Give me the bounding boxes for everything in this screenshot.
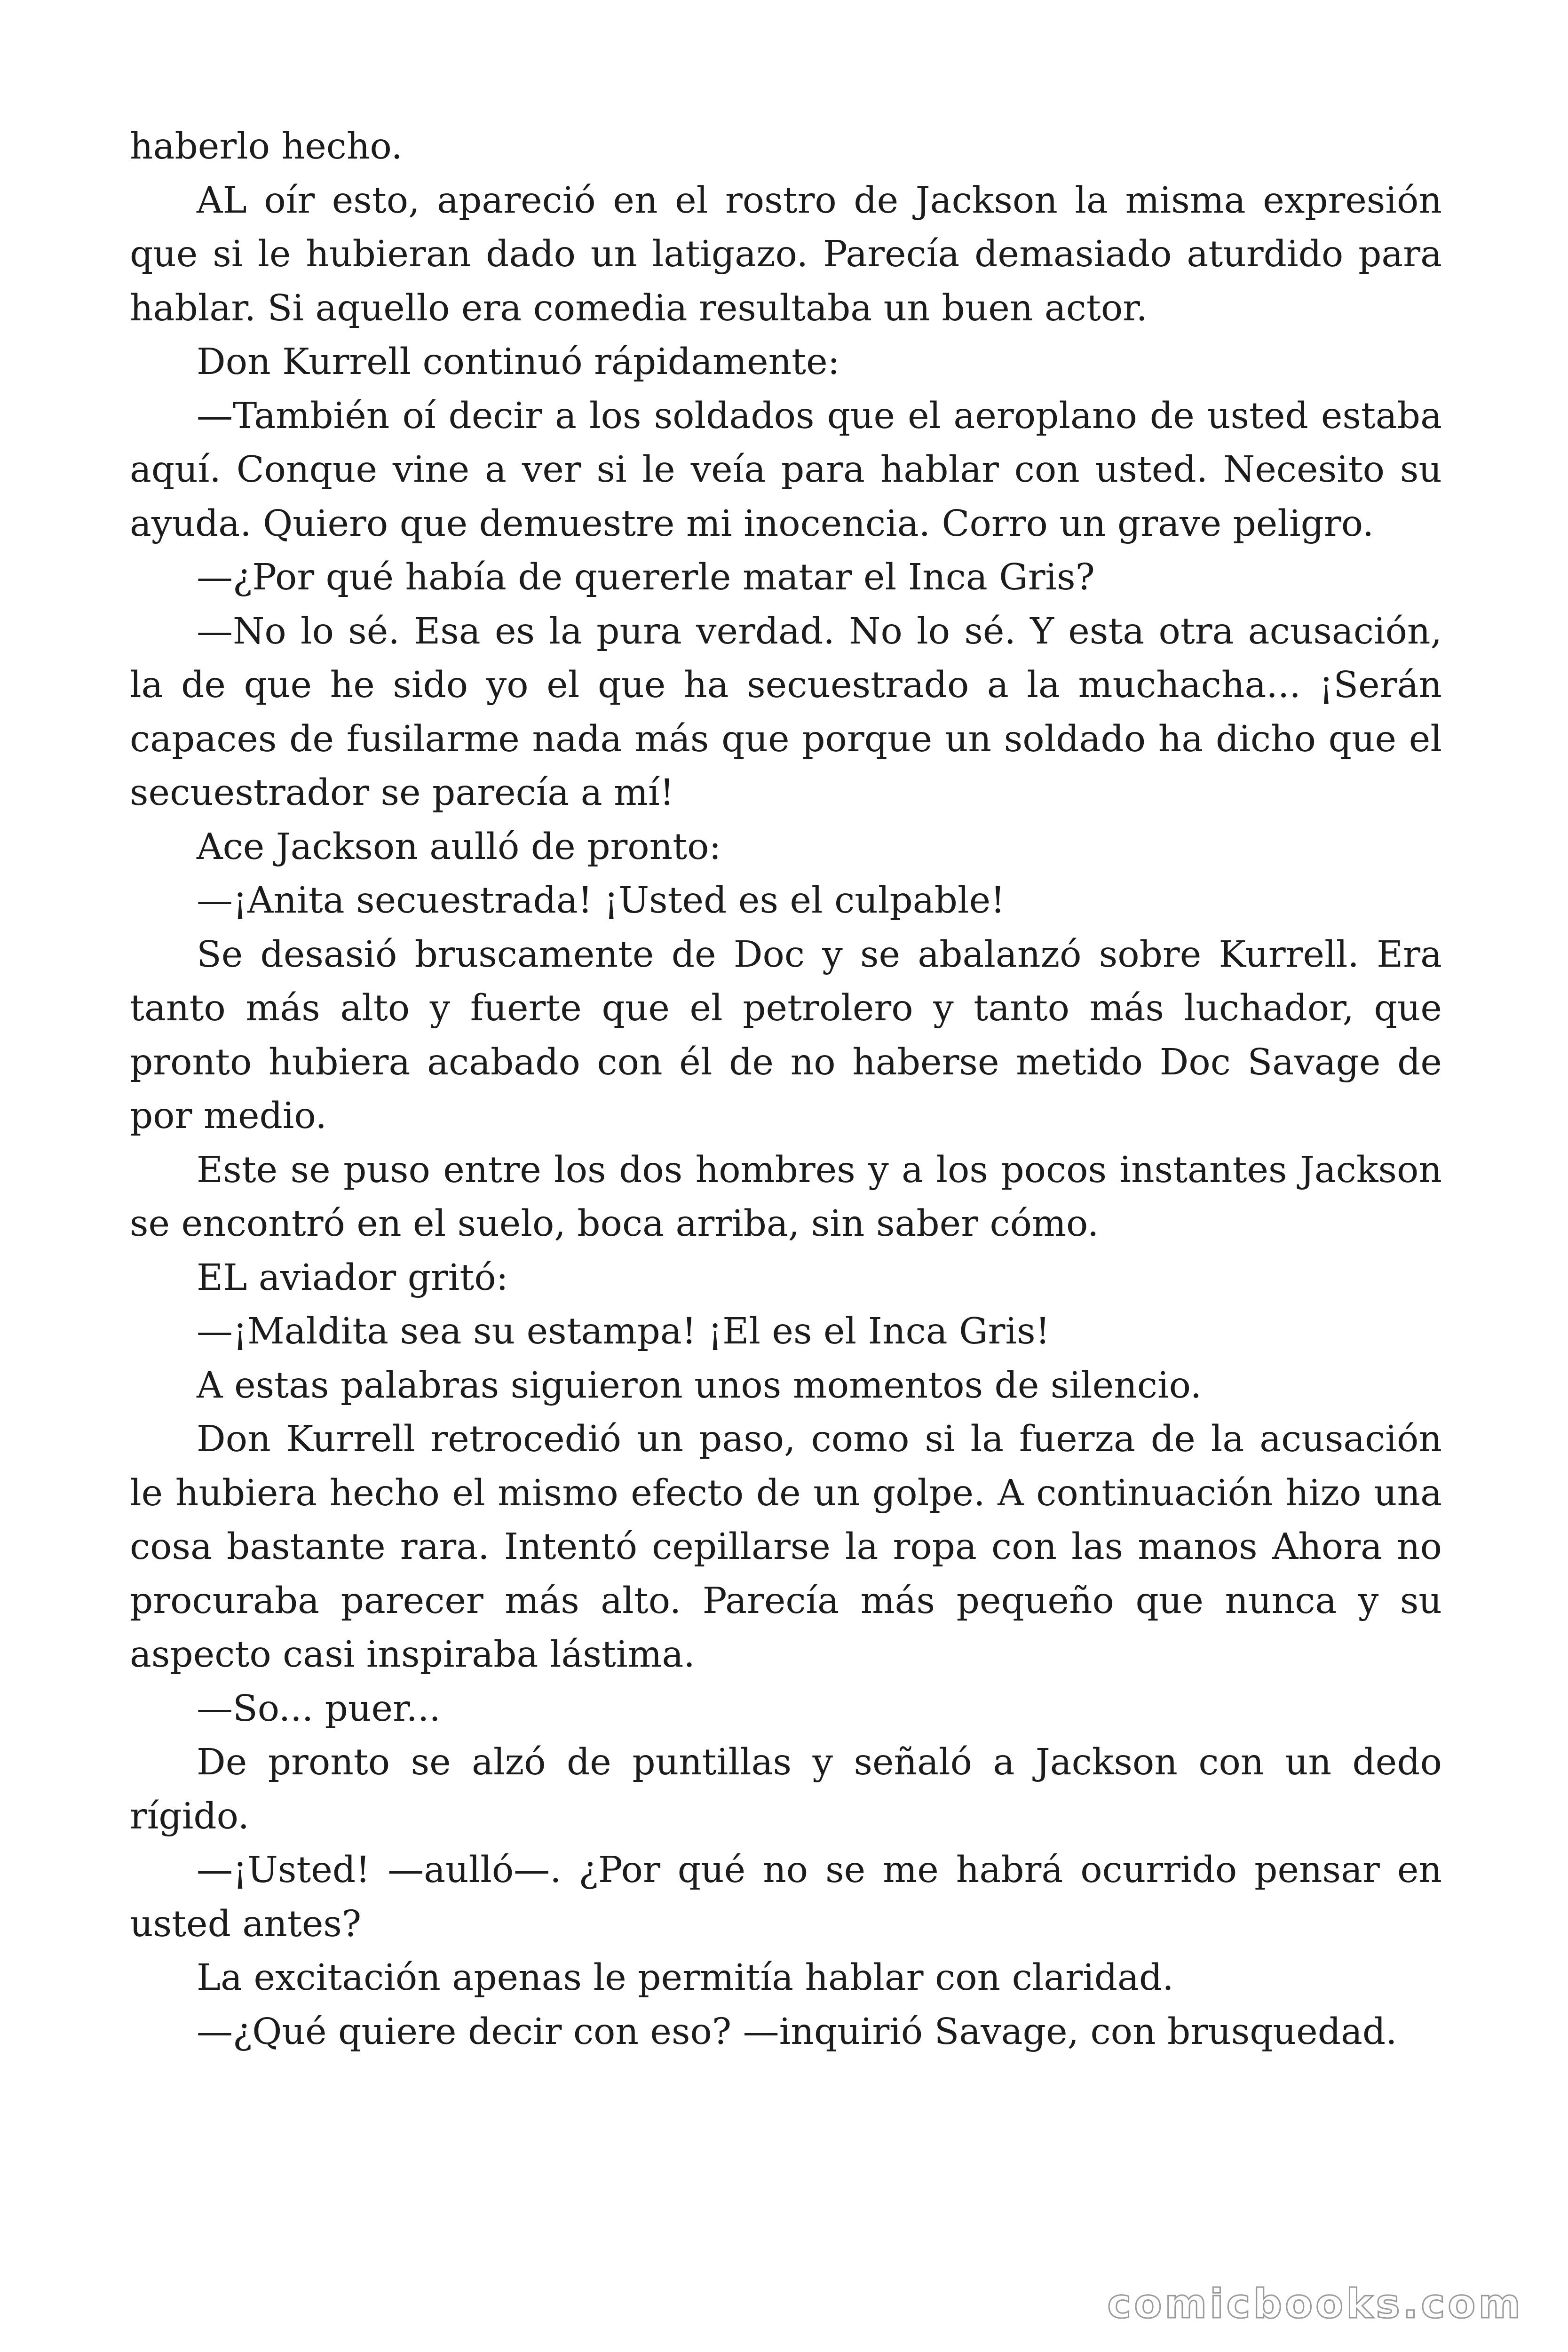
paragraph: —¡Usted! —aulló—. ¿Por qué no se me habrá ocurrido pensar en usted antes? (130, 1849, 1442, 1945)
paragraph: —¿Qué quiere decir con eso? —inquirió Savage, con brusquedad. (197, 2010, 1397, 2053)
paragraph: haberlo hecho. (130, 126, 403, 167)
paragraph: —¡Anita secuestrada! ¡Usted es el culpable! (197, 880, 1006, 922)
paragraph: —No lo sé. Esa es la pura verdad. No lo sé. Y esta otra acusación, la de que he sido yo el que ha secuestrado a la muchacha... ¡Serán capaces de fusilarme nada más que porque un soldado ha dicho que el secuestrador se parecía a mí! (130, 610, 1442, 814)
paragraph: —¡Maldita sea su estampa! ¡El es el Inca Gris! (197, 1311, 1050, 1352)
paragraph: —También oí decir a los soldados que el aeroplano de usted estaba aquí. Conque vine a ver si le veía para hablar con usted. Necesito su ayuda. Quiero que demuestre mi inocencia. Corro un grave peligro. (130, 395, 1442, 545)
paragraph: Este se puso entre los dos hombres y a los pocos instantes Jackson se encontró en el suelo, boca arriba, sin saber cómo. (130, 1149, 1442, 1245)
page-body (130, 120, 1442, 2059)
paragraph: —¿Por qué había de quererle matar el Inca Gris? (197, 556, 1095, 598)
paragraph: Don Kurrell continuó rápidamente: (197, 341, 840, 383)
paragraph: —So... puer... (197, 1687, 441, 1730)
paragraph: Don Kurrell retrocedió un paso, como si la fuerza de la acusación le hubiera hecho el mismo efecto de un golpe. A continuación hizo una cosa bastante rara. Intentó cepillarse la ropa con las manos Ahora no procuraba parecer más alto. Parecía más pequeño que nunca y su aspecto casi inspiraba lástima. (130, 1418, 1442, 1676)
paragraph: Se desasió bruscamente de Doc y se abalanzó sobre Kurrell. Era tanto más alto y fuerte que el petrolero y tanto más luchador, que pronto hubiera acabado con él de no haberse metido Doc Savage de por medio. (130, 933, 1442, 1137)
paragraph: Ace Jackson aulló de pronto: (197, 826, 721, 868)
paragraph: AL oír esto, apareció en el rostro de Jackson la misma expresión que si le hubieran dado un latigazo. Parecía demasiado aturdido para hablar. Si aquello era comedia resultaba un buen actor. (130, 179, 1442, 329)
watermark: comicbooks.com (1107, 2280, 1523, 2328)
paragraph: La excitación apenas le permitía hablar con claridad. (197, 1957, 1174, 1999)
paragraph: EL aviador gritó: (197, 1256, 508, 1299)
paragraph: A estas palabras siguieron unos momentos de silencio. (197, 1364, 1202, 1406)
paragraph: De pronto se alzó de puntillas y señaló a Jackson con un dedo rígido. (130, 1741, 1442, 1837)
